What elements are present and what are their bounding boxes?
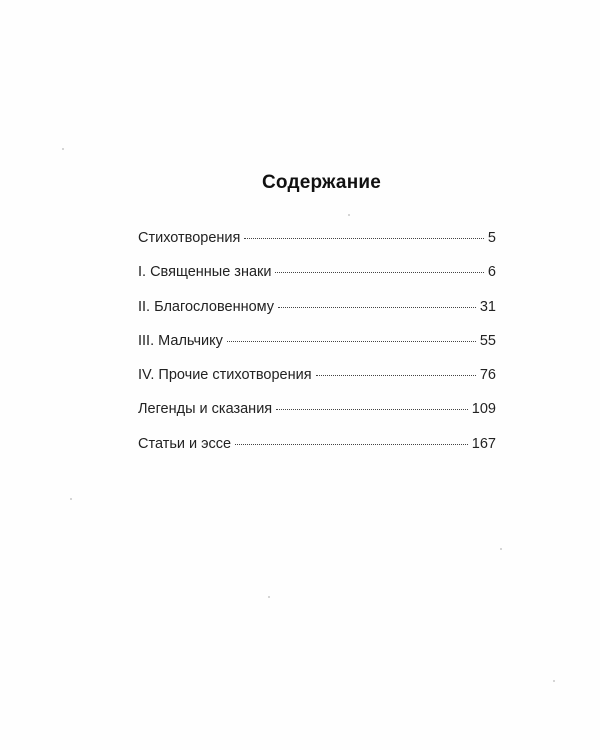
dot-leader bbox=[275, 272, 483, 273]
paper-speck bbox=[500, 548, 502, 550]
toc-entry-page: 167 bbox=[471, 435, 496, 452]
toc-entry-page: 6 bbox=[487, 264, 496, 281]
dot-leader bbox=[276, 409, 468, 410]
dot-leader bbox=[235, 444, 468, 445]
paper-speck bbox=[553, 680, 555, 682]
paper-speck bbox=[70, 498, 72, 500]
toc-entry-label: III. Мальчику bbox=[138, 332, 223, 349]
toc-entry-legends[interactable] bbox=[138, 401, 496, 435]
paper-speck bbox=[348, 214, 350, 216]
toc-entry-page: 109 bbox=[471, 401, 496, 418]
paper-speck bbox=[62, 148, 64, 150]
dot-leader bbox=[244, 238, 484, 239]
toc-entry-label: Статьи и эссе bbox=[138, 435, 232, 452]
dot-leader bbox=[227, 341, 476, 342]
toc-entry-other-poems[interactable] bbox=[138, 367, 496, 401]
toc-entry-page: 55 bbox=[479, 332, 496, 349]
table-of-contents bbox=[138, 230, 496, 470]
toc-entry-label: IV. Прочие стихотворения bbox=[138, 367, 312, 384]
dot-leader bbox=[278, 307, 476, 308]
toc-entry-label: Легенды и сказания bbox=[138, 401, 273, 418]
paper-speck bbox=[268, 596, 270, 598]
toc-entry-page: 5 bbox=[487, 230, 496, 246]
toc-entry-page: 31 bbox=[479, 298, 496, 315]
contents-title: Содержание bbox=[261, 172, 382, 193]
toc-entry-label: I. Священные знаки bbox=[138, 264, 272, 281]
toc-entry-essays[interactable] bbox=[138, 436, 496, 470]
toc-entry-label: II. Благословенному bbox=[138, 298, 275, 315]
dot-leader bbox=[316, 375, 476, 376]
toc-entry-boy[interactable] bbox=[138, 333, 496, 367]
toc-entry-blessed[interactable] bbox=[138, 299, 496, 333]
toc-entry-page: 76 bbox=[479, 367, 496, 384]
toc-entry-sacred-signs[interactable] bbox=[138, 264, 496, 298]
toc-entry-poems[interactable] bbox=[138, 230, 496, 264]
toc-entry-label: Стихотворения bbox=[138, 230, 241, 246]
